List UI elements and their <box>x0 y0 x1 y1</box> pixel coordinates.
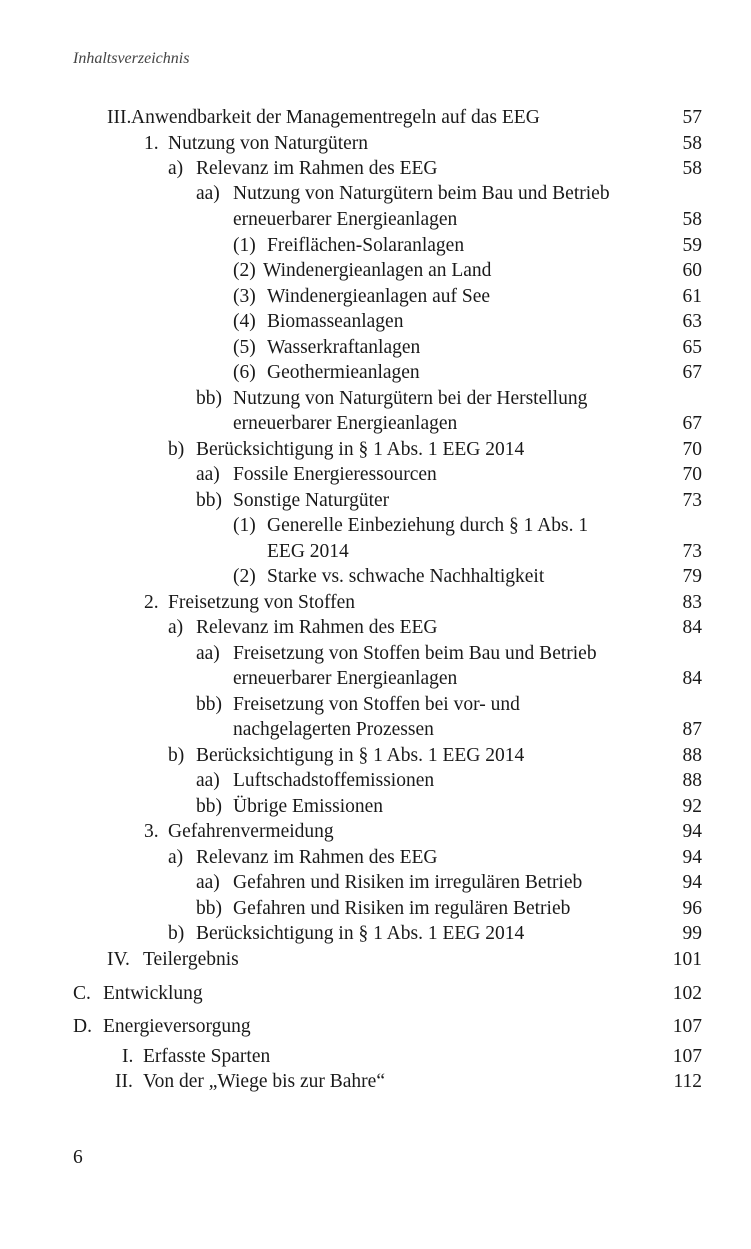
toc-entry-page: 73 <box>682 541 702 562</box>
toc-entry <box>0 285 751 309</box>
toc-entry <box>0 438 751 462</box>
toc-entry-title: erneuerbarer Energieanlagen <box>233 413 458 434</box>
toc-entry-title: Von der „Wiege bis zur Bahre“ <box>143 1071 385 1092</box>
toc-entry <box>0 489 751 513</box>
toc-entry <box>0 982 751 1006</box>
toc-entry-title: erneuerbarer Energieanlagen <box>233 668 458 689</box>
toc-entry-title: Berücksichtigung in § 1 Abs. 1 EEG 2014 <box>196 923 525 944</box>
toc-entry-page: 79 <box>682 566 702 587</box>
toc-entry <box>0 795 751 819</box>
toc-entry-number: aa) <box>196 183 220 204</box>
toc-entry <box>0 591 751 615</box>
toc-entry <box>0 820 751 844</box>
toc-entry <box>0 642 751 666</box>
toc-entry <box>0 387 751 411</box>
toc-entry-title: Energieversorgung <box>103 1016 251 1037</box>
toc-entry <box>0 616 751 640</box>
toc-entry-number: (5) <box>233 337 256 358</box>
toc-entry-title: nachgelagerten Prozessen <box>233 719 434 740</box>
toc-entry-page: 70 <box>682 464 702 485</box>
toc-entry-page: 70 <box>682 439 702 460</box>
toc-entry-number: D. <box>73 1016 92 1037</box>
toc-entry-page: 58 <box>682 158 702 179</box>
toc-entry <box>0 182 751 206</box>
toc-entry-title: Starke vs. schwache Nachhaltigkeit <box>267 566 545 587</box>
toc-entry-page: 67 <box>682 413 702 434</box>
toc-entry-number: bb) <box>196 898 222 919</box>
page-number: 6 <box>73 1147 83 1168</box>
toc-entry-title: Nutzung von Naturgütern bei der Herstellung <box>233 388 588 409</box>
toc-entry-page: 60 <box>682 260 702 281</box>
toc-entry-number: III. <box>107 107 132 128</box>
toc-entry-page: 88 <box>682 770 702 791</box>
toc-entry-title: Relevanz im Rahmen des EEG <box>196 158 438 179</box>
toc-entry-title: Erfasste Sparten <box>143 1046 271 1067</box>
toc-entry-number: (1) <box>233 235 256 256</box>
toc-entry-page: 83 <box>682 592 702 613</box>
toc-entry <box>0 106 751 130</box>
toc-entry <box>0 769 751 793</box>
toc-entry-title: Freiflächen-Solaranlagen <box>267 235 465 256</box>
running-header: Inhaltsverzeichnis <box>73 50 190 67</box>
toc-entry <box>0 948 751 972</box>
toc-entry-page: 99 <box>682 923 702 944</box>
toc-entry-number: aa) <box>196 872 220 893</box>
toc-entry-title: Entwicklung <box>103 983 203 1004</box>
toc-entry-number: (2) <box>233 566 256 587</box>
toc-entry-title: erneuerbarer Energieanlagen <box>233 209 458 230</box>
toc-entry-page: 61 <box>682 286 702 307</box>
toc-entry-number: aa) <box>196 464 220 485</box>
toc-entry-number: II. <box>115 1071 133 1092</box>
toc-entry-title: Berücksichtigung in § 1 Abs. 1 EEG 2014 <box>196 745 525 766</box>
toc-entry-page: 94 <box>682 872 702 893</box>
toc-entry <box>0 718 751 742</box>
toc-entry-page: 63 <box>682 311 702 332</box>
toc-entry-number: a) <box>168 617 184 638</box>
toc-entry-page: 67 <box>682 362 702 383</box>
toc-entry-title: Freisetzung von Stoffen <box>168 592 356 613</box>
toc-entry-number: (1) <box>233 515 256 536</box>
toc-entry-number: aa) <box>196 643 220 664</box>
toc-entry-page: 94 <box>682 821 702 842</box>
toc-entry-title: Freisetzung von Stoffen bei vor- und <box>233 694 520 715</box>
toc-entry-page: 94 <box>682 847 702 868</box>
toc-entry-number: b) <box>168 439 185 460</box>
toc-entry-number: a) <box>168 847 184 868</box>
toc-entry <box>0 540 751 564</box>
toc-entry <box>0 667 751 691</box>
toc-entry-number: (2) <box>233 260 256 281</box>
toc-entry-number: 1. <box>144 133 159 154</box>
toc-entry <box>0 157 751 181</box>
toc-entry-title: Teilergebnis <box>143 949 239 970</box>
toc-entry-number: b) <box>168 923 185 944</box>
toc-entry-title: Geothermieanlagen <box>267 362 420 383</box>
toc-entry-title: Übrige Emissionen <box>233 796 384 817</box>
toc-entry <box>0 922 751 946</box>
toc-entry-title: Freisetzung von Stoffen beim Bau und Betrieb <box>233 643 597 664</box>
toc-entry-title: Sonstige Naturgüter <box>233 490 390 511</box>
toc-entry-page: 107 <box>672 1016 702 1037</box>
toc-entry-page: 101 <box>672 949 702 970</box>
toc-entry-number: bb) <box>196 694 222 715</box>
toc-entry-number: (4) <box>233 311 256 332</box>
toc-entry <box>0 336 751 360</box>
toc-entry-title: Relevanz im Rahmen des EEG <box>196 847 438 868</box>
toc-entry-page: 58 <box>682 133 702 154</box>
toc-entry <box>0 259 751 283</box>
toc-entry-page: 92 <box>682 796 702 817</box>
toc-entry <box>0 234 751 258</box>
toc-entry-page: 112 <box>673 1071 702 1092</box>
toc-entry-number: b) <box>168 745 185 766</box>
toc-entry-title: EEG 2014 <box>267 541 349 562</box>
toc-entry-title: Windenergieanlagen an Land <box>263 260 492 281</box>
toc-entry <box>0 132 751 156</box>
toc-entry-page: 87 <box>682 719 702 740</box>
toc-entry-page: 59 <box>682 235 702 256</box>
toc-entry-page: 58 <box>682 209 702 230</box>
toc-entry-title: Anwendbarkeit der Managementregeln auf das EEG <box>131 107 540 128</box>
toc-entry-number: C. <box>73 983 91 1004</box>
toc-entry <box>0 693 751 717</box>
toc-entry <box>0 208 751 232</box>
toc-entry-page: 65 <box>682 337 702 358</box>
toc-entry-title: Gefahren und Risiken im regulären Betrieb <box>233 898 571 919</box>
toc-entry <box>0 1045 751 1069</box>
toc-entry <box>0 1015 751 1039</box>
toc-entry-number: bb) <box>196 388 222 409</box>
toc-entry-title: Gefahrenvermeidung <box>168 821 334 842</box>
toc-entry-title: Generelle Einbeziehung durch § 1 Abs. 1 <box>267 515 589 536</box>
toc-entry-number: (6) <box>233 362 256 383</box>
toc-entry <box>0 846 751 870</box>
toc-entry <box>0 1070 751 1094</box>
toc-entry-title: Wasserkraftanlagen <box>267 337 421 358</box>
toc-entry-number: 2. <box>144 592 159 613</box>
toc-entry-title: Berücksichtigung in § 1 Abs. 1 EEG 2014 <box>196 439 525 460</box>
toc-entry-title: Nutzung von Naturgütern <box>168 133 369 154</box>
toc-entry-page: 73 <box>682 490 702 511</box>
toc-entry-title: Relevanz im Rahmen des EEG <box>196 617 438 638</box>
toc-entry <box>0 310 751 334</box>
toc-entry-number: bb) <box>196 490 222 511</box>
toc-entry <box>0 744 751 768</box>
toc-entry <box>0 514 751 538</box>
toc-entry-title: Gefahren und Risiken im irregulären Betrieb <box>233 872 583 893</box>
toc-entry-page: 84 <box>682 617 702 638</box>
toc-entry <box>0 361 751 385</box>
toc-entry-number: 3. <box>144 821 159 842</box>
toc-entry-number: IV. <box>107 949 130 970</box>
toc-entry-title: Windenergieanlagen auf See <box>267 286 491 307</box>
toc-entry-title: Nutzung von Naturgütern beim Bau und Betrieb <box>233 183 610 204</box>
toc-entry-number: I. <box>122 1046 134 1067</box>
toc-entry-number: a) <box>168 158 184 179</box>
toc-entry-number: bb) <box>196 796 222 817</box>
toc-entry-page: 102 <box>672 983 702 1004</box>
toc-entry-title: Biomasseanlagen <box>267 311 404 332</box>
toc-entry-number: (3) <box>233 286 256 307</box>
toc-entry <box>0 565 751 589</box>
toc-entry-title: Fossile Energieressourcen <box>233 464 437 485</box>
toc-entry <box>0 412 751 436</box>
toc-entry-page: 57 <box>682 107 702 128</box>
toc-entry-title: Luftschadstoffemissionen <box>233 770 435 791</box>
toc-entry <box>0 871 751 895</box>
toc-entry-page: 96 <box>682 898 702 919</box>
toc-entry-page: 84 <box>682 668 702 689</box>
toc-entry-page: 88 <box>682 745 702 766</box>
toc-entry-number: aa) <box>196 770 220 791</box>
toc-entry-page: 107 <box>672 1046 702 1067</box>
toc-entry <box>0 463 751 487</box>
toc-entry <box>0 897 751 921</box>
